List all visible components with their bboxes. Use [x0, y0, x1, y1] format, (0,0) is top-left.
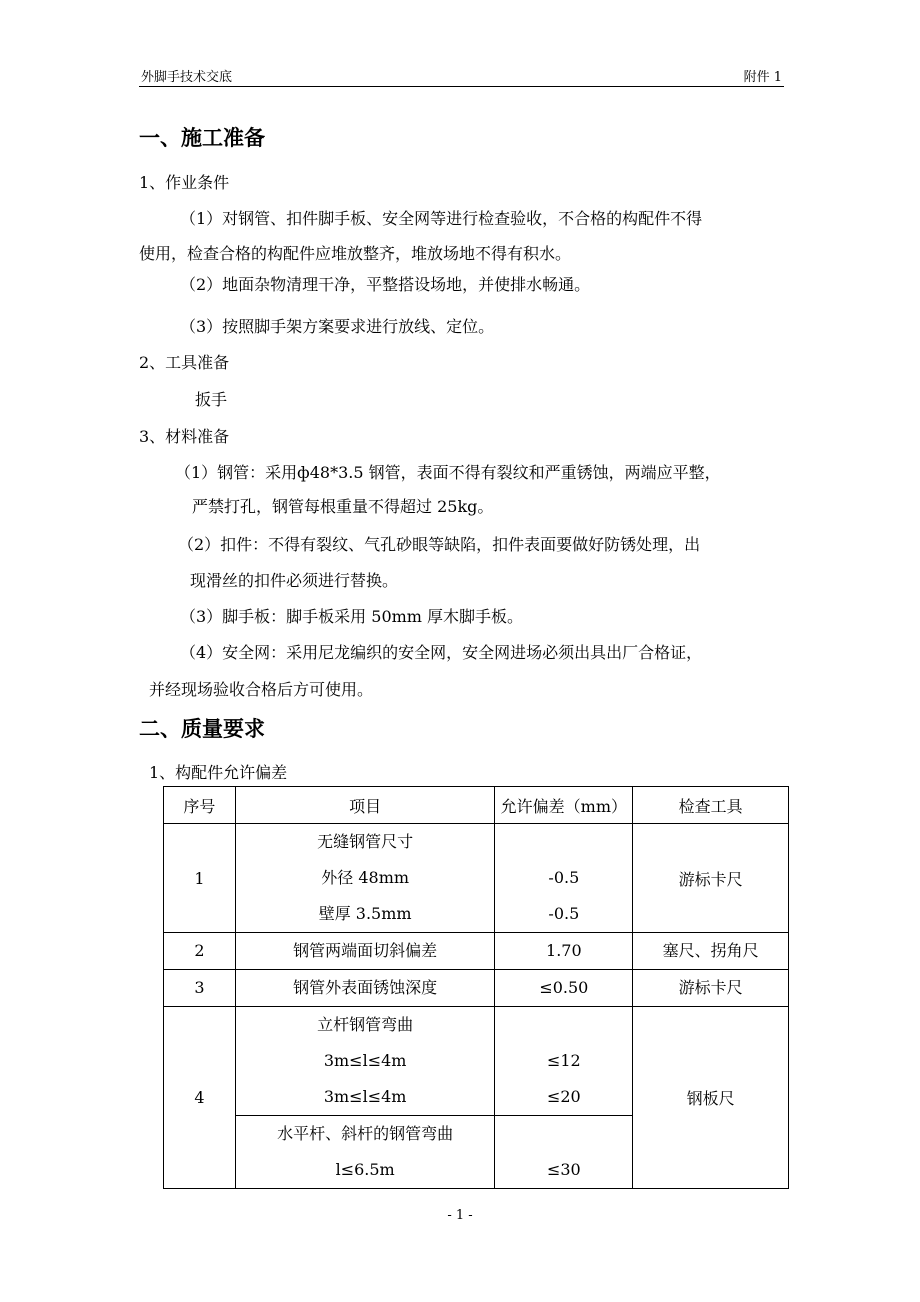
row3-deviation: ≤0.50	[495, 970, 633, 1007]
row1-item	[235, 824, 495, 933]
row4-dev-line: ≤12	[546, 1051, 581, 1070]
table-row	[164, 970, 789, 1007]
paragraph-3: （3）按照脚手架方案要求进行放线、定位。	[180, 317, 495, 336]
row4-no: 4	[164, 1007, 236, 1189]
material-2-line1: （2）扣件：不得有裂纹、气孔砂眼等缺陷，扣件表面要做好防锈处理，出	[178, 535, 701, 554]
table-row	[164, 1007, 789, 1116]
row1-dev-line: -0.5	[548, 904, 580, 923]
material-3: （3）脚手板：脚手板采用 50mm 厚木脚手板。	[180, 607, 524, 626]
row1-tool: 游标卡尺	[633, 824, 789, 933]
row4-item-b	[235, 1116, 495, 1189]
row3-item: 钢管外表面锈蚀深度	[235, 970, 495, 1007]
row4-dev-line: ≤20	[546, 1087, 581, 1106]
header-item: 项目	[235, 787, 495, 824]
row1-item-line: 无缝钢管尺寸	[317, 832, 414, 851]
row3-no: 3	[164, 970, 236, 1007]
row1-dev-line: -0.5	[548, 868, 580, 887]
row1-no: 1	[164, 824, 236, 933]
row2-deviation: 1.70	[495, 933, 633, 970]
header-no: 序号	[164, 787, 236, 824]
row4-item-line: 3m≤l≤4m	[323, 1087, 407, 1106]
row4-item-line: 3m≤l≤4m	[323, 1051, 407, 1070]
material-2-line2: 现滑丝的扣件必须进行替换。	[190, 571, 399, 590]
material-1-line1: （1）钢管：采用ф48*3.5 钢管，表面不得有裂纹和严重锈蚀，两端应平整，	[175, 463, 721, 482]
row1-item-line: 外径 48mm	[321, 868, 410, 887]
row4-item-line: 水平杆、斜杆的钢管弯曲	[277, 1124, 454, 1143]
tool-item: 扳手	[195, 390, 228, 409]
header-attachment: 附件 1	[743, 70, 782, 85]
subsection-1-2-title: 2、工具准备	[139, 353, 230, 372]
material-4-line1: （4）安全网：采用尼龙编织的安全网，安全网进场必须出具出厂合格证，	[180, 643, 703, 662]
paragraph-1-line1: （1）对钢管、扣件脚手板、安全网等进行检查验收，不合格的构配件不得	[180, 209, 703, 228]
row4-item-line: l≤6.5m	[335, 1160, 395, 1179]
row4-deviation-b	[495, 1116, 633, 1189]
row3-tool: 游标卡尺	[633, 970, 789, 1007]
row4-item-line: 立杆钢管弯曲	[317, 1015, 414, 1034]
subsection-2-1-title: 1、构配件允许偏差	[149, 763, 288, 782]
row4-dev-line: ≤30	[546, 1160, 581, 1179]
page-header	[139, 64, 784, 87]
paragraph-1-line2: 使用，检查合格的构配件应堆放整齐，堆放场地不得有积水。	[139, 244, 572, 263]
row4-item-a	[235, 1007, 495, 1116]
row4-deviation-a	[495, 1007, 633, 1116]
paragraph-2: （2）地面杂物清理干净，平整搭设场地，并使排水畅通。	[180, 275, 591, 294]
material-1-line2: 严禁打孔，钢管每根重量不得超过 25kg。	[192, 497, 494, 516]
table-header-row	[164, 787, 789, 824]
section-2-heading: 二、质量要求	[139, 717, 265, 741]
page-number: - 1 -	[447, 1208, 473, 1223]
row4-tool: 钢板尺	[633, 1007, 789, 1189]
material-4-line2: 并经现场验收合格后方可使用。	[149, 680, 374, 699]
header-title: 外脚手技术交底	[141, 70, 233, 85]
tolerance-table	[163, 786, 789, 1189]
row1-item-line: 壁厚 3.5mm	[318, 904, 412, 923]
header-tool: 检查工具	[633, 787, 789, 824]
subsection-1-3-title: 3、材料准备	[139, 427, 230, 446]
row2-item: 钢管两端面切斜偏差	[235, 933, 495, 970]
header-deviation: 允许偏差（mm）	[495, 787, 633, 824]
row2-no: 2	[164, 933, 236, 970]
table-row	[164, 933, 789, 970]
row1-deviation	[495, 824, 633, 933]
table-row	[164, 824, 789, 933]
section-1-heading: 一、施工准备	[139, 126, 265, 150]
row2-tool: 塞尺、拐角尺	[633, 933, 789, 970]
subsection-1-1-title: 1、作业条件	[139, 173, 230, 192]
